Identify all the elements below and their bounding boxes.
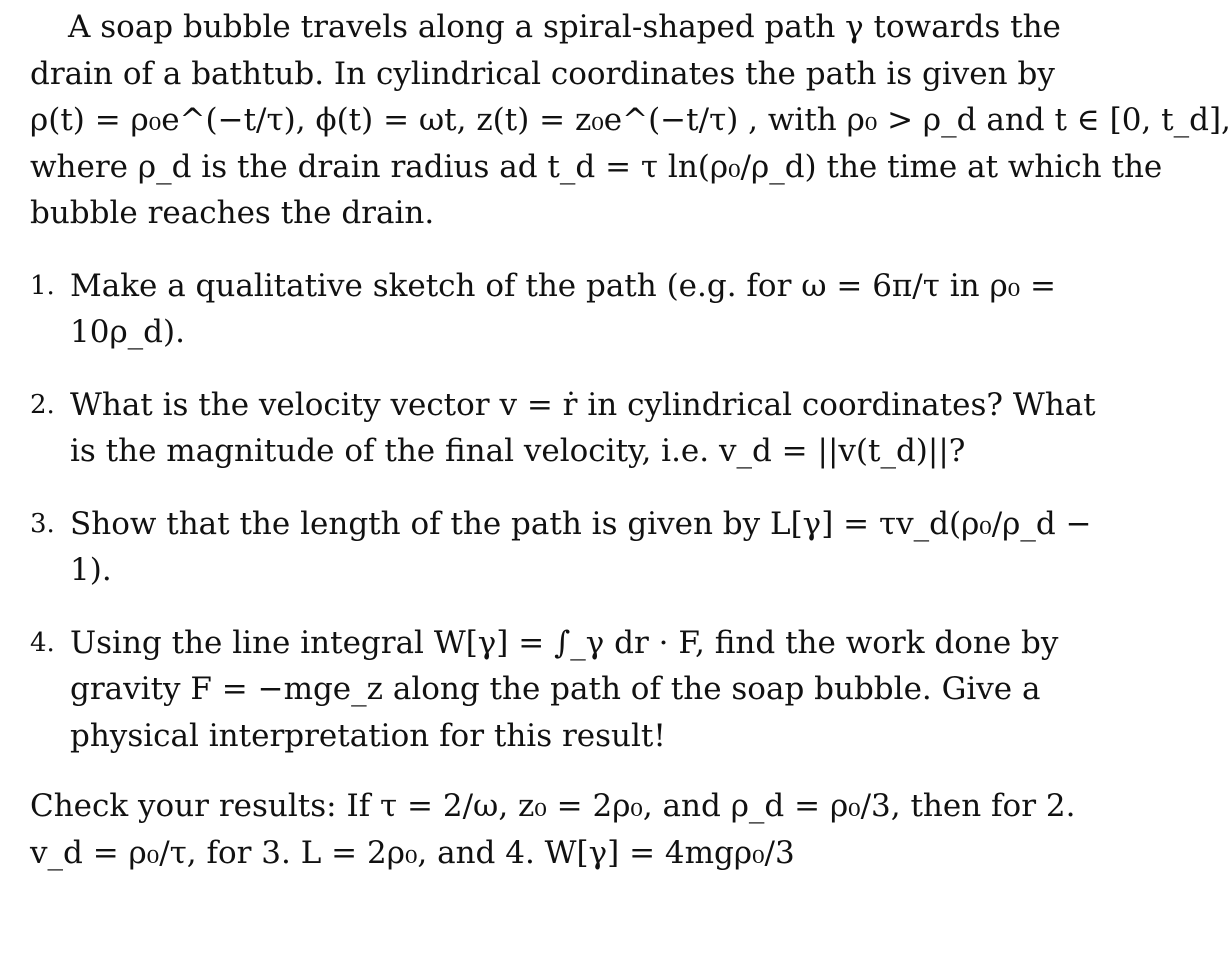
task-line: 10ρ_d). [70, 314, 185, 350]
task-number: 4. [30, 627, 55, 658]
check-line: Check your results: If τ = 2/ω, z₀ = 2ρ₀, and ρ_d = ρ₀/3, then for 2. [30, 788, 1076, 824]
intro-line: A soap bubble travels along a spiral-shaped path γ towards the [68, 9, 1061, 45]
task-line: physical interpretation for this result! [70, 717, 666, 754]
exercise-document [30, 4, 1231, 876]
intro-line: ρ(t) = ρ₀e^(−t/τ), ϕ(t) = ωt, z(t) = z₀e^(−t/τ) , with ρ₀ > ρ_d and t ∈ [0, t_d], [30, 102, 1231, 138]
task-line: gravity F = −mge_z along the path of the soap bubble. Give a [70, 671, 1041, 707]
task-line: Show that the length of the path is given by L[γ] = τv_d(ρ₀/ρ_d − [70, 505, 1092, 542]
check-results-paragraph [30, 783, 1110, 876]
task-line: 1). [70, 552, 112, 588]
task-line: What is the velocity vector v = ṙ in cylindrical coordinates? What [70, 386, 1096, 423]
task-line: is the magnitude of the final velocity, i.e. v_d = ||v(t_d)||? [70, 433, 966, 469]
task-number: 3. [30, 508, 55, 539]
task-line: Using the line integral W[γ] = ∫_γ dr · F, find the work done by [70, 624, 1059, 661]
intro-line: where ρ_d is the drain radius ad t_d = τ ln(ρ₀/ρ_d) the time at which the [30, 148, 1163, 185]
intro-line: bubble reaches the drain. [30, 195, 435, 231]
task-item-4 [30, 620, 1110, 760]
intro-line: drain of a bathtub. In cylindrical coordinates the path is given by [30, 55, 1055, 92]
task-item-1 [30, 263, 1110, 356]
task-number: 2. [30, 389, 55, 420]
task-item-2 [30, 382, 1110, 475]
task-item-3 [30, 501, 1110, 594]
task-number: 1. [30, 270, 55, 301]
task-line: Make a qualitative sketch of the path (e.g. for ω = 6π/τ in ρ₀ = [70, 267, 1056, 304]
check-line: v_d = ρ₀/τ, for 3. L = 2ρ₀, and 4. W[γ] = 4mgρ₀/3 [30, 834, 795, 871]
intro-paragraph [30, 4, 1231, 237]
